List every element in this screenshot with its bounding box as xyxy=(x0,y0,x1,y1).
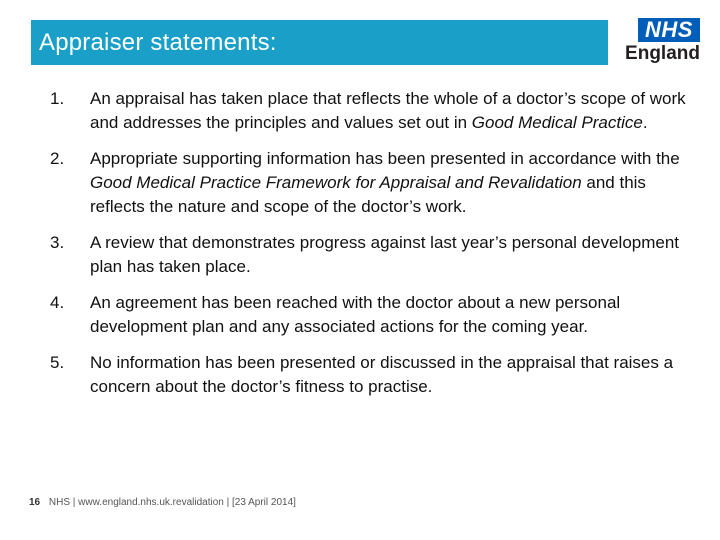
statement-emphasis: Good Medical Practice Framework for Appraisal and Revalidation xyxy=(90,173,582,192)
statement-text-part: An appraisal has taken place that reflects the whole of a doctor’s scope of work and addresses the principles and values set out in xyxy=(90,89,686,132)
statement-number: 4. xyxy=(50,293,65,312)
statement-text xyxy=(90,149,680,216)
list-item xyxy=(50,351,690,399)
statement-number: 2. xyxy=(50,149,65,168)
list-item xyxy=(50,87,690,135)
statement-number: 1. xyxy=(50,89,65,108)
nhs-logo-box: NHS xyxy=(638,18,700,42)
statement-text-part: An agreement has been reached with the doctor about a new personal development plan and any associated actions for the coming year. xyxy=(90,293,621,336)
statement-text-part: No information has been presented or discussed in the appraisal that raises a concern about the doctor’s fitness to practise. xyxy=(90,353,674,396)
list-item xyxy=(50,147,690,219)
page-number: 16 xyxy=(29,497,41,508)
statement-emphasis: Good Medical Practice xyxy=(471,113,643,132)
statement-text xyxy=(90,233,679,276)
list-item xyxy=(50,231,690,279)
statement-text-part: and this reflects the nature and scope of the doctor’s work. xyxy=(90,173,646,216)
england-wordmark: England xyxy=(625,43,700,64)
list-item xyxy=(50,291,690,339)
statement-text-part: Appropriate supporting information has been presented in accordance with the xyxy=(90,149,680,168)
statement-text xyxy=(90,353,673,396)
statement-text xyxy=(90,293,620,336)
nhs-england-logo xyxy=(622,18,700,66)
statement-text-part: . xyxy=(642,113,648,132)
statement-text-part: A review that demonstrates progress against last year’s personal development plan has taken place. xyxy=(90,233,680,276)
title-bar xyxy=(31,20,608,65)
footer-text: NHS | www.england.nhs.uk.revalidation | [23 April 2014] xyxy=(48,497,296,508)
statement-number: 3. xyxy=(50,233,65,252)
statement-list xyxy=(50,87,690,399)
footer xyxy=(29,496,296,510)
statement-number: 5. xyxy=(50,353,65,372)
page-title: Appraiser statements: xyxy=(39,29,277,56)
statement-text xyxy=(90,89,686,132)
